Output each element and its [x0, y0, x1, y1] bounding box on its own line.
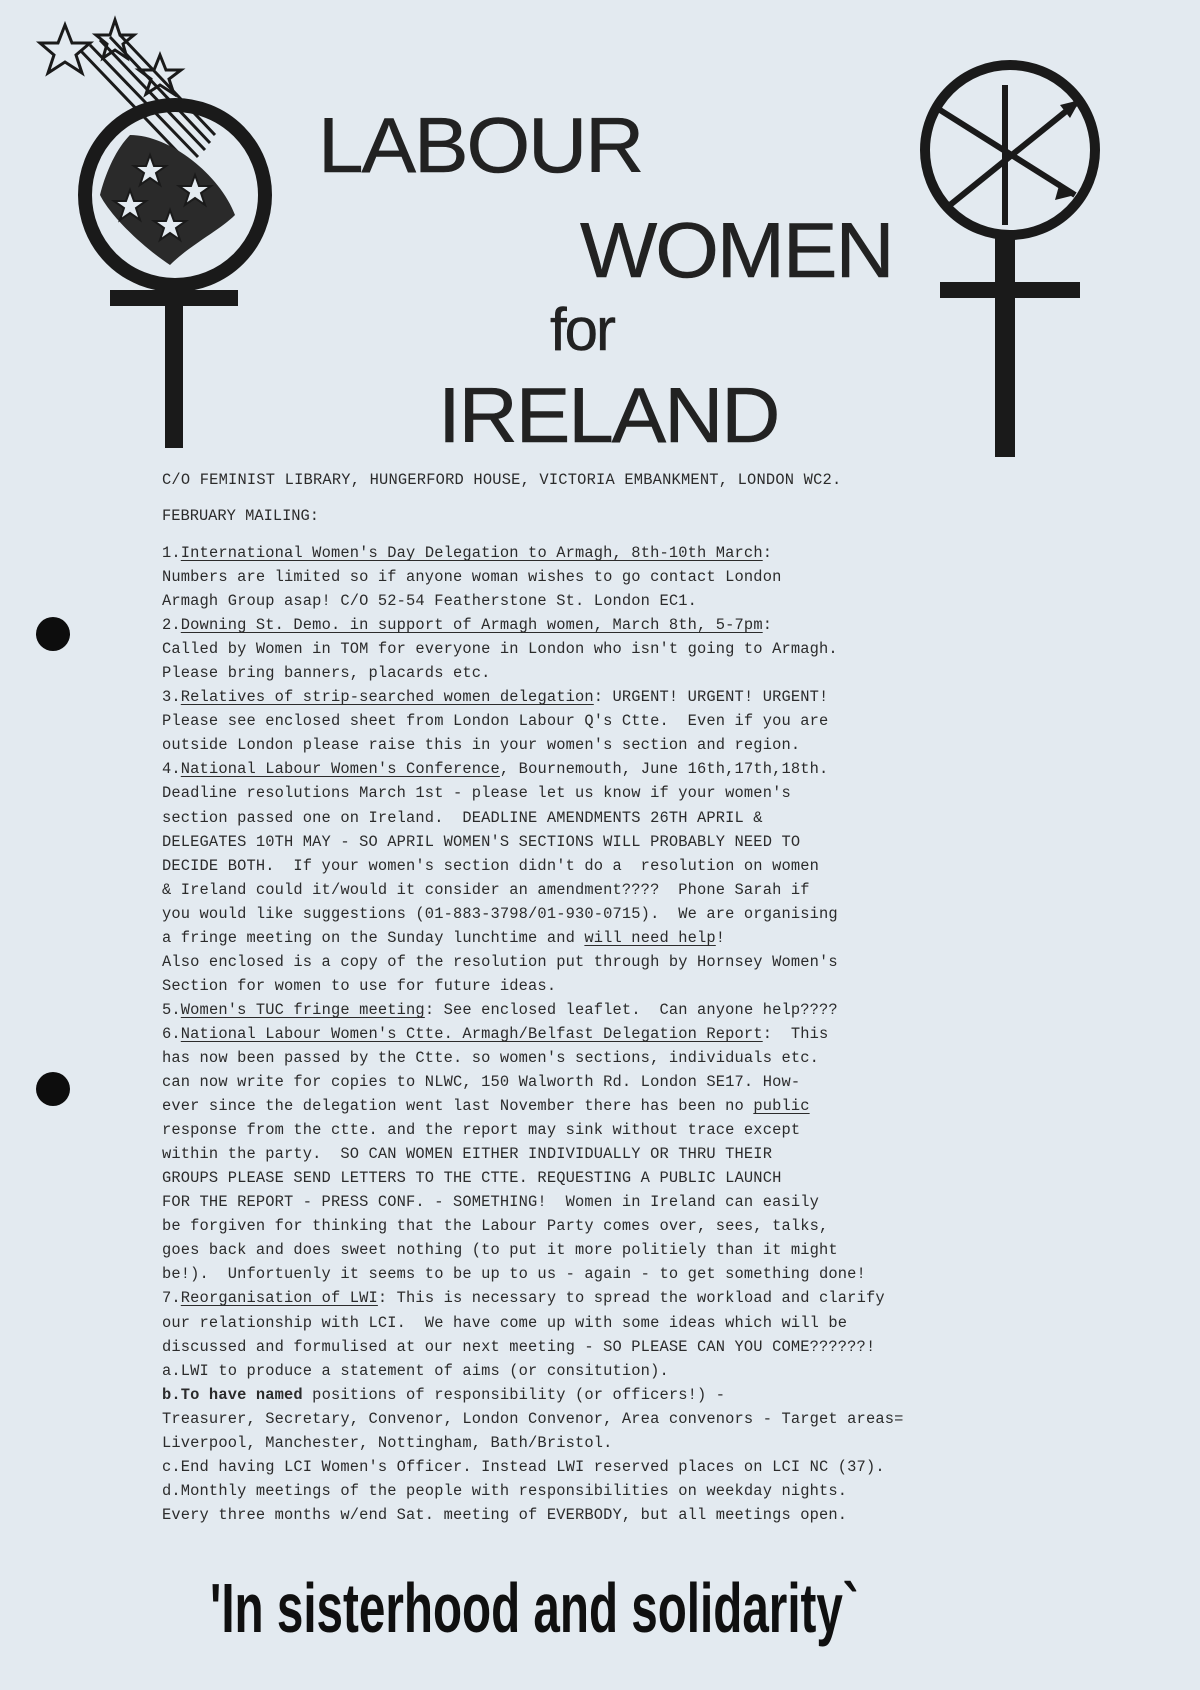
text-line: discussed and formulised at our next meeting - SO PLEASE CAN YOU COME??????! [162, 1337, 876, 1356]
text-line: has now been passed by the Ctte. so women's sections, individuals etc. [162, 1048, 820, 1067]
text-line: Numbers are limited so if anyone woman wishes to go contact London [162, 568, 782, 587]
venus-stars-logo [20, 15, 300, 455]
text-line: be!). Unfortuenly it seems to be up to us - again - to get something done! [162, 1265, 866, 1284]
text-line: within the party. SO CAN WOMEN EITHER INDIVIDUALLY OR THRU THEIR [162, 1145, 773, 1164]
punch-hole-bottom [36, 1072, 70, 1106]
slogan: 'In sisterhood and solidarity` [210, 1569, 859, 1647]
text-line: our relationship with LCI. We have come up with some ideas which will be [162, 1313, 848, 1332]
text-line: Every three months w/end Sat. meeting of EVERBODY, but all meetings open. [162, 1505, 848, 1524]
text-line: Also enclosed is a copy of the resolution put through by Hornsey Women's [162, 952, 838, 971]
mailing-body [162, 541, 1152, 1527]
text-line: FOR THE REPORT - PRESS CONF. - SOMETHING! Women in Ireland can easily [162, 1193, 820, 1212]
text-line: be forgiven for thinking that the Labour Party comes over, sees, talks, [162, 1217, 829, 1236]
text-line: Deadline resolutions March 1st - please let us know if your women's [162, 784, 791, 803]
text-line: Treasurer, Secretary, Convenor, London Convenor, Area convenors - Target areas= [162, 1409, 904, 1428]
text-line: section passed one on Ireland. DEADLINE AMENDMENTS 26TH APRIL & [162, 808, 763, 827]
item-1-heading: 1.International Women's Day Delegation to Armagh, 8th-10th March: [162, 544, 773, 562]
text-line: can now write for copies to NLWC, 150 Walworth Rd. London SE17. How- [162, 1073, 801, 1092]
punch-hole-top [36, 617, 70, 651]
text-line: ever since the delegation went last November there has been no public [162, 1097, 810, 1116]
title-for: for [550, 296, 615, 363]
text-line: Called by Women in TOM for everyone in London who isn't going to Armagh. [162, 640, 838, 659]
text-line: a fringe meeting on the Sunday lunchtime and will need help! [162, 928, 726, 947]
item-3-heading: 3.Relatives of strip-searched women delegation: URGENT! URGENT! URGENT! [162, 688, 829, 707]
text-line: GROUPS PLEASE SEND LETTERS TO THE CTTE. REQUESTING A PUBLIC LAUNCH [162, 1169, 782, 1188]
item-7-heading: 7.Reorganisation of LWI: This is necessary to spread the workload and clarify [162, 1289, 885, 1308]
text-line: Armagh Group asap! C/O 52-54 Featherstone St. London EC1. [162, 592, 697, 611]
item-6-heading: 6.National Labour Women's Ctte. Armagh/Belfast Delegation Report: This [162, 1024, 829, 1043]
text-line: & Ireland could it/would it consider an amendment???? Phone Sarah if [162, 880, 810, 899]
text-line: Section for women to use for future ideas. [162, 976, 557, 995]
title-women: WOMEN [580, 206, 893, 294]
address-line: C/O FEMINIST LIBRARY, HUNGERFORD HOUSE, VICTORIA EMBANKMENT, LONDON WC2. [162, 471, 842, 489]
item-5-heading: 5.Women's TUC fringe meeting: See enclosed leaflet. Can anyone help???? [162, 1000, 838, 1019]
text-line: DECIDE BOTH. If your women's section didn't do a resolution on women [162, 856, 820, 875]
text-line: a.LWI to produce a statement of aims (or consitution). [162, 1361, 669, 1380]
venus-arrow-logo [910, 60, 1130, 460]
text-line: c.End having LCI Women's Officer. Instead LWI reserved places on LCI NC (37). [162, 1457, 885, 1476]
text-line: Liverpool, Manchester, Nottingham, Bath/Bristol. [162, 1433, 613, 1452]
text-line: you would like suggestions (01-883-3798/01-930-0715). We are organising [162, 904, 838, 923]
text-line: Please see enclosed sheet from London Labour Q's Ctte. Even if you are [162, 712, 829, 731]
text-line: goes back and does sweet nothing (to put it more politiely than it might [162, 1241, 838, 1260]
text-line: DELEGATES 10TH MAY - SO APRIL WOMEN'S SECTIONS WILL PROBABLY NEED TO [162, 832, 801, 851]
text-line: Please bring banners, placards etc. [162, 664, 491, 683]
text-line: d.Monthly meetings of the people with responsibilities on weekday nights. [162, 1481, 848, 1500]
title-ireland: IRELAND [438, 371, 779, 459]
item-4-heading: 4.National Labour Women's Conference, Bournemouth, June 16th,17th,18th. [162, 760, 829, 779]
title-labour: LABOUR [318, 101, 643, 189]
item-2-heading: 2.Downing St. Demo. in support of Armagh women, March 8th, 5-7pm: [162, 616, 773, 635]
text-line: outside London please raise this in your women's section and region. [162, 736, 801, 755]
text-line: b.To have named positions of responsibility (or officers!) - [162, 1385, 726, 1404]
mailing-heading: FEBRUARY MAILING: [162, 507, 320, 525]
text-line: response from the ctte. and the report may sink without trace except [162, 1121, 801, 1140]
